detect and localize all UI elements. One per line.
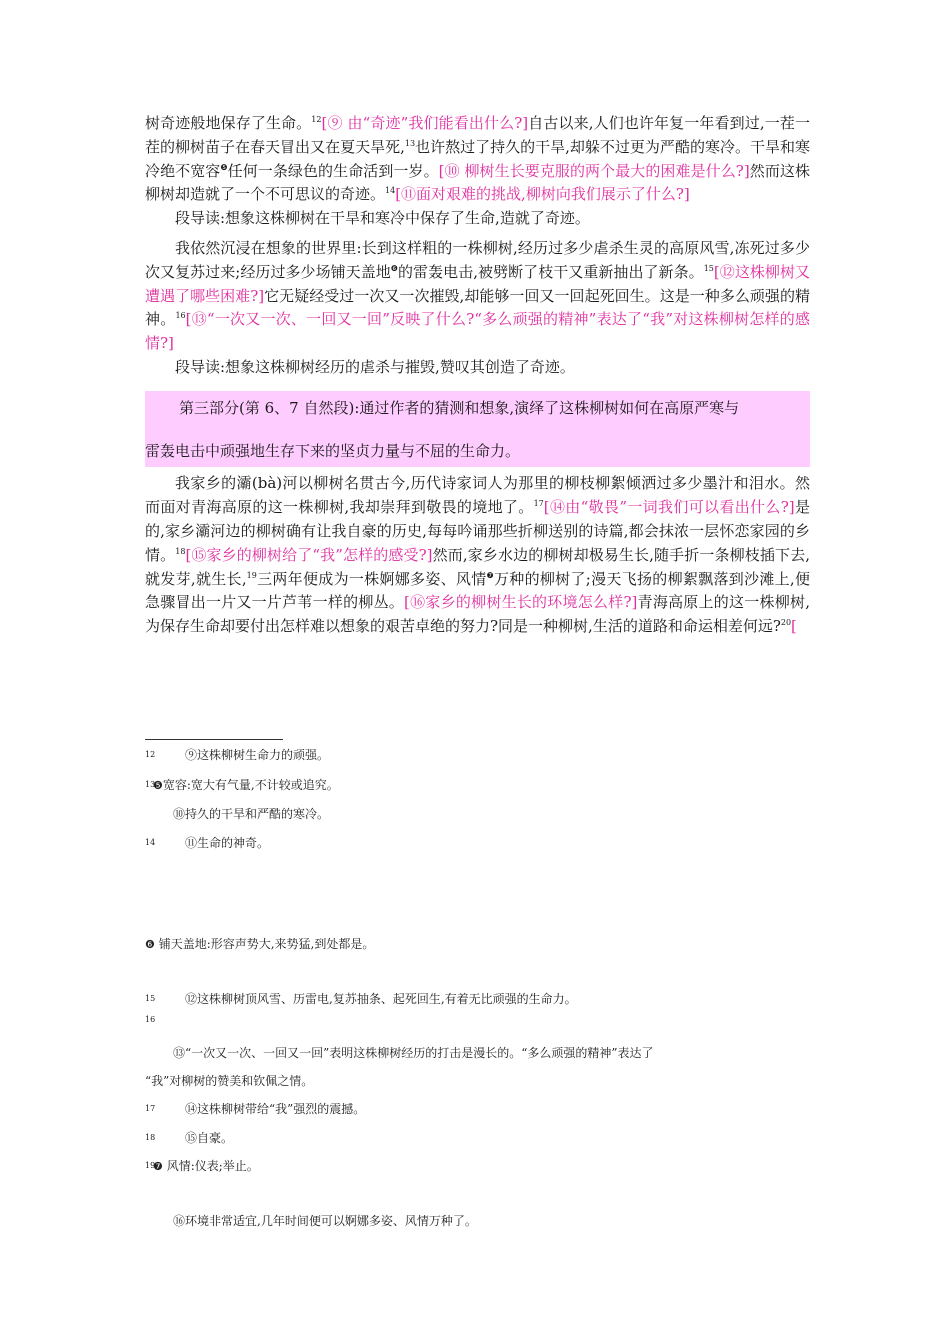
question-16: [⑯家乡的柳树生长的环境怎么样?] <box>404 593 638 612</box>
footnote-text: ⑪生命的神奇。 <box>185 836 270 850</box>
text-run: 是的,家乡灞河边的柳树确有让我自豪的历史,每每吟诵那些折柳送别的诗篇,都会抹浓一层怀恋家园的乡情。 <box>145 498 810 564</box>
footnote-text: 铺天盖地:形容声势大,来势猛,到处都是。 <box>158 937 375 951</box>
paragraph-3 <box>145 472 810 639</box>
footnote-number: 18 <box>145 1133 156 1142</box>
footnote-number: 13 <box>145 780 156 789</box>
text-run: 我依然沉浸在想象的世界里:长到这样粗的一株柳树,经历过多少虐杀生灵的高原风雪,冻死过多少次又复苏过来;经历过多少场铺天盖地 <box>145 238 810 281</box>
footnote-15 <box>145 990 577 1007</box>
text-run: 的雷轰电击,被劈断了枝干又重新抽出了新条。 <box>398 262 704 281</box>
note-marker-6: ❻ <box>145 938 155 951</box>
text-run: 它无疑经受过一次又一次摧毁,却能够一回又一回起死回生。这是一种多么顽强的精神。 <box>145 286 810 329</box>
text-run: 我家乡的灞(bà)河以柳树名贯古今,历代诗家词人为那里的柳枝柳絮倾洒过多少墨汁和泪水。然而面对青海高原的这一株柳树,我却崇拜到敬畏的境地了。 <box>145 474 810 517</box>
text-run: 树奇迹般地保存了生命。 <box>145 114 312 132</box>
paragraph-guide-1: 段导读:想象这株柳树在干旱和寒冷中保存了生命,造就了奇迹。 <box>175 209 590 228</box>
question-bracket: [ <box>791 617 797 636</box>
paragraph-guide-2: 段导读:想象这株柳树经历的虐杀与摧毁,赞叹其创造了奇迹。 <box>175 357 575 376</box>
footnote-13 <box>145 776 339 793</box>
paragraph-2 <box>145 237 810 356</box>
question-14: [⑭由“敬畏”一词我们可以看出什么?] <box>543 498 795 517</box>
footnote-divider <box>145 739 283 740</box>
footnote-ref-16[interactable]: 16 <box>175 311 186 321</box>
part-three-summary <box>145 391 810 468</box>
footnote-16-line-1 <box>173 1044 654 1061</box>
paragraph-1 <box>145 112 810 207</box>
footnote-6 <box>145 935 374 952</box>
footnote-16b <box>173 1212 477 1229</box>
footnote-number: 15 <box>145 994 156 1003</box>
text-run: 任何一条绿色的生命活到一岁。 <box>227 161 439 180</box>
footnote-number: 17 <box>145 1104 156 1113</box>
footnote-16-line-2 <box>145 1072 313 1089</box>
footnote-ref-14[interactable]: 14 <box>385 186 396 196</box>
text-run: 青海高原上的这一株柳树,为保存生命却要付出怎样难以想象的艰苦卓绝的努力?同是一种柳树,生活的道路和命运相差何远? <box>145 593 810 636</box>
footnote-text: ⑫这株柳树顶风雪、历雷电,复苏抽条、起死回生,有着无比顽强的生命力。 <box>185 992 577 1006</box>
footnote-text: ⑯环境非常适宜,几年时间便可以婀娜多姿、风情万种了。 <box>173 1214 477 1228</box>
text-run: 三两年便成为一株婀娜多姿、风情 <box>256 569 487 588</box>
footnote-number: 19 <box>145 1161 156 1170</box>
footnote-ref-20[interactable]: 20 <box>780 618 792 628</box>
question-11: [⑪面对艰难的挑战,柳树向我们展示了什么?] <box>395 185 690 204</box>
main-text <box>145 112 810 639</box>
footnote-14 <box>145 834 269 851</box>
question-15: [⑮家乡的柳树给了“我”怎样的感受?] <box>185 545 433 564</box>
footnote-ref-19[interactable]: 19 <box>246 570 257 580</box>
footnote-text: ⑮自豪。 <box>185 1131 234 1145</box>
question-9: [⑨ 由“奇迹”我们能看出什么?] <box>321 114 529 132</box>
footnote-number: 14 <box>145 838 156 847</box>
text-run: 也许熬过了持久的干旱,却躲不过更为严酷的寒冷。干旱和寒冷绝不宽容 <box>145 137 810 180</box>
note-marker-6[interactable]: ❻ <box>390 263 399 273</box>
footnote-number: 16 <box>145 1015 156 1024</box>
footnote-18 <box>145 1129 233 1146</box>
note-marker-7: ❼ <box>153 1160 163 1173</box>
footnote-ref-12[interactable]: 12 <box>311 115 322 124</box>
footnote-19 <box>145 1157 259 1174</box>
text-run: 自古以来,人们也许年复一年看到过,一茬一茬的柳树苗子在春天冒出又在夏天旱死, <box>145 114 810 156</box>
footnote-10 <box>173 805 329 822</box>
footnote-16-number <box>145 1013 185 1027</box>
footnote-text: ⑨这株柳树生命力的顽强。 <box>185 748 330 762</box>
footnote-text: ⑭这株柳树带给“我”强烈的震撼。 <box>185 1102 366 1116</box>
question-10: [⑩ 柳树生长要克服的两个最大的困难是什么?] <box>438 161 750 180</box>
footnote-text: ⑬“一次又一次、一回又一回”表明这株柳树经历的打击是漫长的。“多么顽强的精神”表达了 <box>173 1046 654 1060</box>
note-marker-5[interactable]: ❺ <box>220 162 228 172</box>
text-run: 万种的柳树了;漫天飞扬的柳絮飘落到沙滩上,便急骤冒出一片又一片芦苇一样的柳丛。 <box>145 569 810 612</box>
text-run: 然而这株柳树却造就了一个不可思议的奇迹。 <box>145 161 810 204</box>
note-marker-7[interactable]: ❼ <box>486 570 494 580</box>
footnote-ref-15[interactable]: 15 <box>703 263 714 273</box>
footnote-number: 12 <box>145 750 156 759</box>
footnote-ref-13[interactable]: 13 <box>404 138 416 148</box>
question-12: [⑫这株柳树又遭遇了哪些困难?] <box>145 262 811 305</box>
footnote-ref-17[interactable]: 17 <box>533 499 544 509</box>
part-three-line-1: 第三部分(第 6、7 自然段):通过作者的猜测和想象,演绎了这株柳树如何在高原严寒与 <box>179 398 740 417</box>
note-marker-5: ❺ <box>153 779 163 792</box>
part-three-line-2: 雷轰电击中顽强地生存下来的坚贞力量与不屈的生命力。 <box>145 441 521 460</box>
footnote-text: “我”对柳树的赞美和钦佩之情。 <box>145 1074 314 1088</box>
text-run: 然而,家乡水边的柳树却极易生长,随手折一条柳枝插下去,就发芽,就生长, <box>145 545 810 588</box>
footnote-text: 宽容:宽大有气量,不计较或追究。 <box>162 778 339 792</box>
footnote-ref-18[interactable]: 18 <box>175 546 186 556</box>
footnote-12 <box>145 746 329 763</box>
question-13: [⑬“一次又一次、一回又一回”反映了什么?“多么顽强的精神”表达了“我”对这株柳树怎样的感情?] <box>145 310 810 353</box>
footnote-text: ⑩持久的干旱和严酷的寒冷。 <box>173 807 330 821</box>
footnote-17 <box>145 1100 365 1117</box>
footnote-text: 风情:仪表;举止。 <box>166 1159 259 1173</box>
